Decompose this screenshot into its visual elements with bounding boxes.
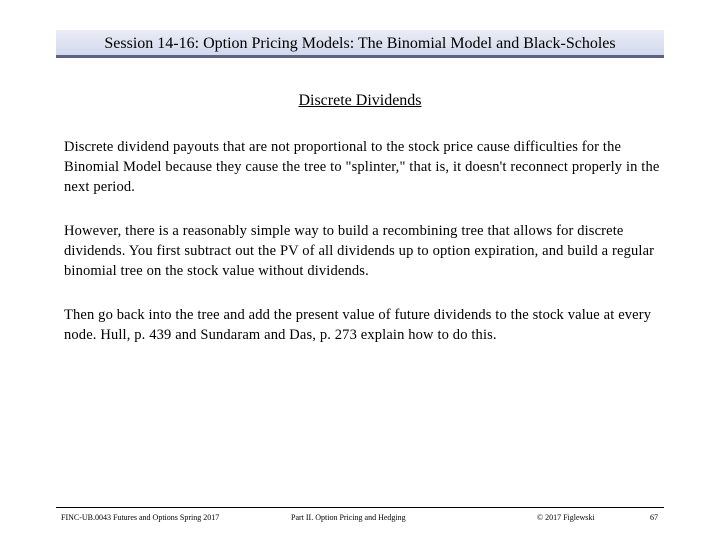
footer-divider (56, 507, 664, 508)
slide-title: Discrete Dividends (298, 92, 422, 109)
header-bar (56, 30, 664, 58)
footer-copyright: © 2017 Figlewski (537, 513, 595, 522)
footer-part-label: Part II. Option Pricing and Hedging (291, 513, 406, 522)
body-paragraph-3: Then go back into the tree and add the present value of future dividends to the stock value at every node. Hull, p. 439 and Sundaram and Das, p. 273 explain how to do this. (64, 307, 652, 343)
footer-course-label: FINC-UB.0043 Futures and Options Spring 2017 (61, 513, 220, 522)
page-number: 67 (650, 513, 658, 522)
header-title: Session 14-16: Option Pricing Models: The Binomial Model and Black-Scholes (104, 35, 616, 52)
body-paragraph-1: Discrete dividend payouts that are not proportional to the stock price cause difficulties for the Binomial Model because they cause the tree to "splinter," that is, it doesn't reconnect properly in the next period. (64, 139, 660, 195)
body-paragraph-2: However, there is a reasonably simple way to build a recombining tree that allows for discrete dividends. You first subtract out the PV of all dividends up to option expiration, and build a regular binomial tree on the stock value without dividends. (64, 223, 655, 279)
